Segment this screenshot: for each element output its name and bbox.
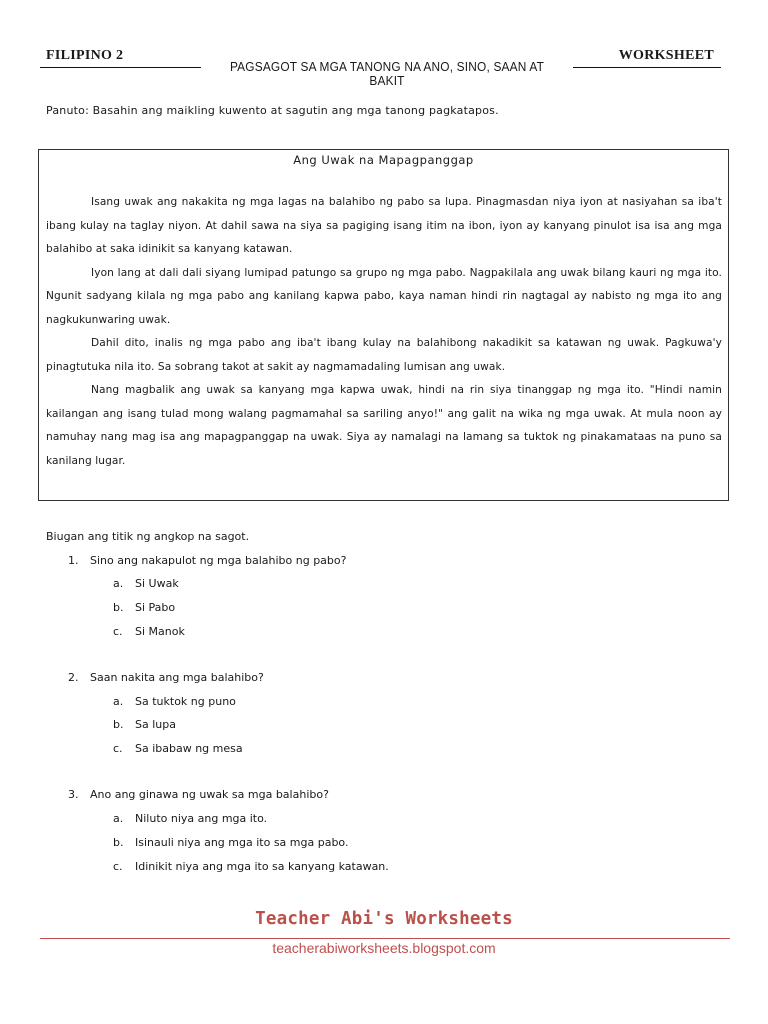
question-1-option-a[interactable]	[113, 577, 179, 590]
question-number: 3.	[68, 788, 79, 801]
option-letter: c.	[113, 625, 123, 638]
story-box	[38, 149, 729, 501]
question-1-option-c[interactable]	[113, 625, 185, 638]
question-1-option-b[interactable]	[113, 601, 175, 614]
option-letter: a.	[113, 577, 124, 590]
story-paragraph: Nang magbalik ang uwak sa kanyang mga kapwa uwak, hindi na rin siya tinanggap ng mga ito. "Hindi namin kailangan ang isang tulad mong walang pagmamahal sa sariling anyo!" ang galit na wika ng mga uwak. At mula noon ay namuhay nang mag isa ang mapagpanggap na uwak. Siya ay namalagi na lamang sa tuktok ng pinakamataas na puno sa kanilang lugar.	[46, 384, 722, 467]
header-rule-right	[573, 67, 721, 68]
story-body	[46, 191, 722, 473]
option-text: Niluto niya ang mga ito.	[135, 812, 268, 825]
question-3-option-a[interactable]	[113, 812, 267, 825]
option-letter: c.	[113, 860, 123, 873]
footer-url[interactable]: teacherabiworksheets.blogspot.com	[272, 940, 496, 956]
question-3-option-c[interactable]	[113, 860, 389, 873]
option-text: Sa lupa	[135, 718, 176, 731]
question-text: Saan nakita ang mga balahibo?	[90, 671, 264, 684]
option-text: Isinauli niya ang mga ito sa mga pabo.	[135, 836, 349, 849]
worksheet-subtitle: PAGSAGOT SA MGA TANONG NA ANO, SINO, SAAN AT BAKIT	[229, 60, 545, 88]
option-letter: a.	[113, 812, 124, 825]
footer-brand: Teacher Abi's Worksheets	[255, 909, 513, 929]
option-text: Sa tuktok ng puno	[135, 695, 236, 708]
story-title: Ang Uwak na Mapagpanggap	[293, 153, 474, 167]
question-text: Ano ang ginawa ng uwak sa mga balahibo?	[90, 788, 329, 801]
option-text: Sa ibabaw ng mesa	[135, 742, 243, 755]
option-letter: b.	[113, 836, 124, 849]
option-text: Idinikit niya ang mga ito sa kanyang katawan.	[135, 860, 389, 873]
option-letter: b.	[113, 601, 124, 614]
story-paragraph: Dahil dito, inalis ng mga pabo ang iba't ibang kulay na balahibong nakadikit sa katawan ng uwak. Pagkuwa'y pinagtutuka nila ito. Sa sobrang takot at sakit ay nagmamadaling lumisan ang uwak.	[46, 337, 722, 373]
question-text: Sino ang nakapulot ng mga balahibo ng pabo?	[90, 554, 347, 567]
question-2-option-a[interactable]	[113, 695, 236, 708]
question-2-option-b[interactable]	[113, 718, 176, 731]
questions-instruction: Biugan ang titik ng angkop na sagot.	[46, 530, 250, 543]
instructions-text: Panuto: Basahin ang maikling kuwento at sagutin ang mga tanong pagkatapos.	[46, 104, 499, 117]
option-text: Si Uwak	[135, 577, 179, 590]
question-number: 1.	[68, 554, 79, 567]
question-3-option-b[interactable]	[113, 836, 348, 849]
story-paragraph: Iyon lang at dali dali siyang lumipad patungo sa grupo ng mga pabo. Nagpakilala ang uwak bilang kauri ng mga ito. Ngunit sadyang kilala ng mga pabo ang kanilang kapwa pabo, kaya naman hindi rin nagtagal ay nabisto ng mga ito ang nagkukunwaring uwak.	[46, 266, 722, 326]
subject-label: FILIPINO 2	[46, 48, 124, 63]
story-paragraph: Isang uwak ang nakakita ng mga lagas na balahibo ng pabo sa lupa. Pinagmasdan niya iyon at nasiyahan sa iba't ibang kulay na taglay niyon. At dahil sawa na siya sa pagiging isang itim na ibon, iyon ay kanyang pinulot isa isa ang mga balahibo at saka idinikit sa kanyang katawan.	[46, 196, 722, 255]
option-letter: a.	[113, 695, 124, 708]
worksheet-label: WORKSHEET	[618, 48, 714, 63]
question-3	[68, 788, 329, 801]
question-2	[68, 671, 264, 684]
question-1	[68, 554, 346, 567]
question-2-option-c[interactable]	[113, 742, 243, 755]
option-text: Si Pabo	[135, 601, 176, 614]
option-letter: b.	[113, 718, 124, 731]
option-letter: c.	[113, 742, 123, 755]
option-text: Si Manok	[135, 625, 185, 638]
question-number: 2.	[68, 671, 79, 684]
footer-rule	[40, 938, 730, 939]
header-rule-left	[40, 67, 201, 68]
